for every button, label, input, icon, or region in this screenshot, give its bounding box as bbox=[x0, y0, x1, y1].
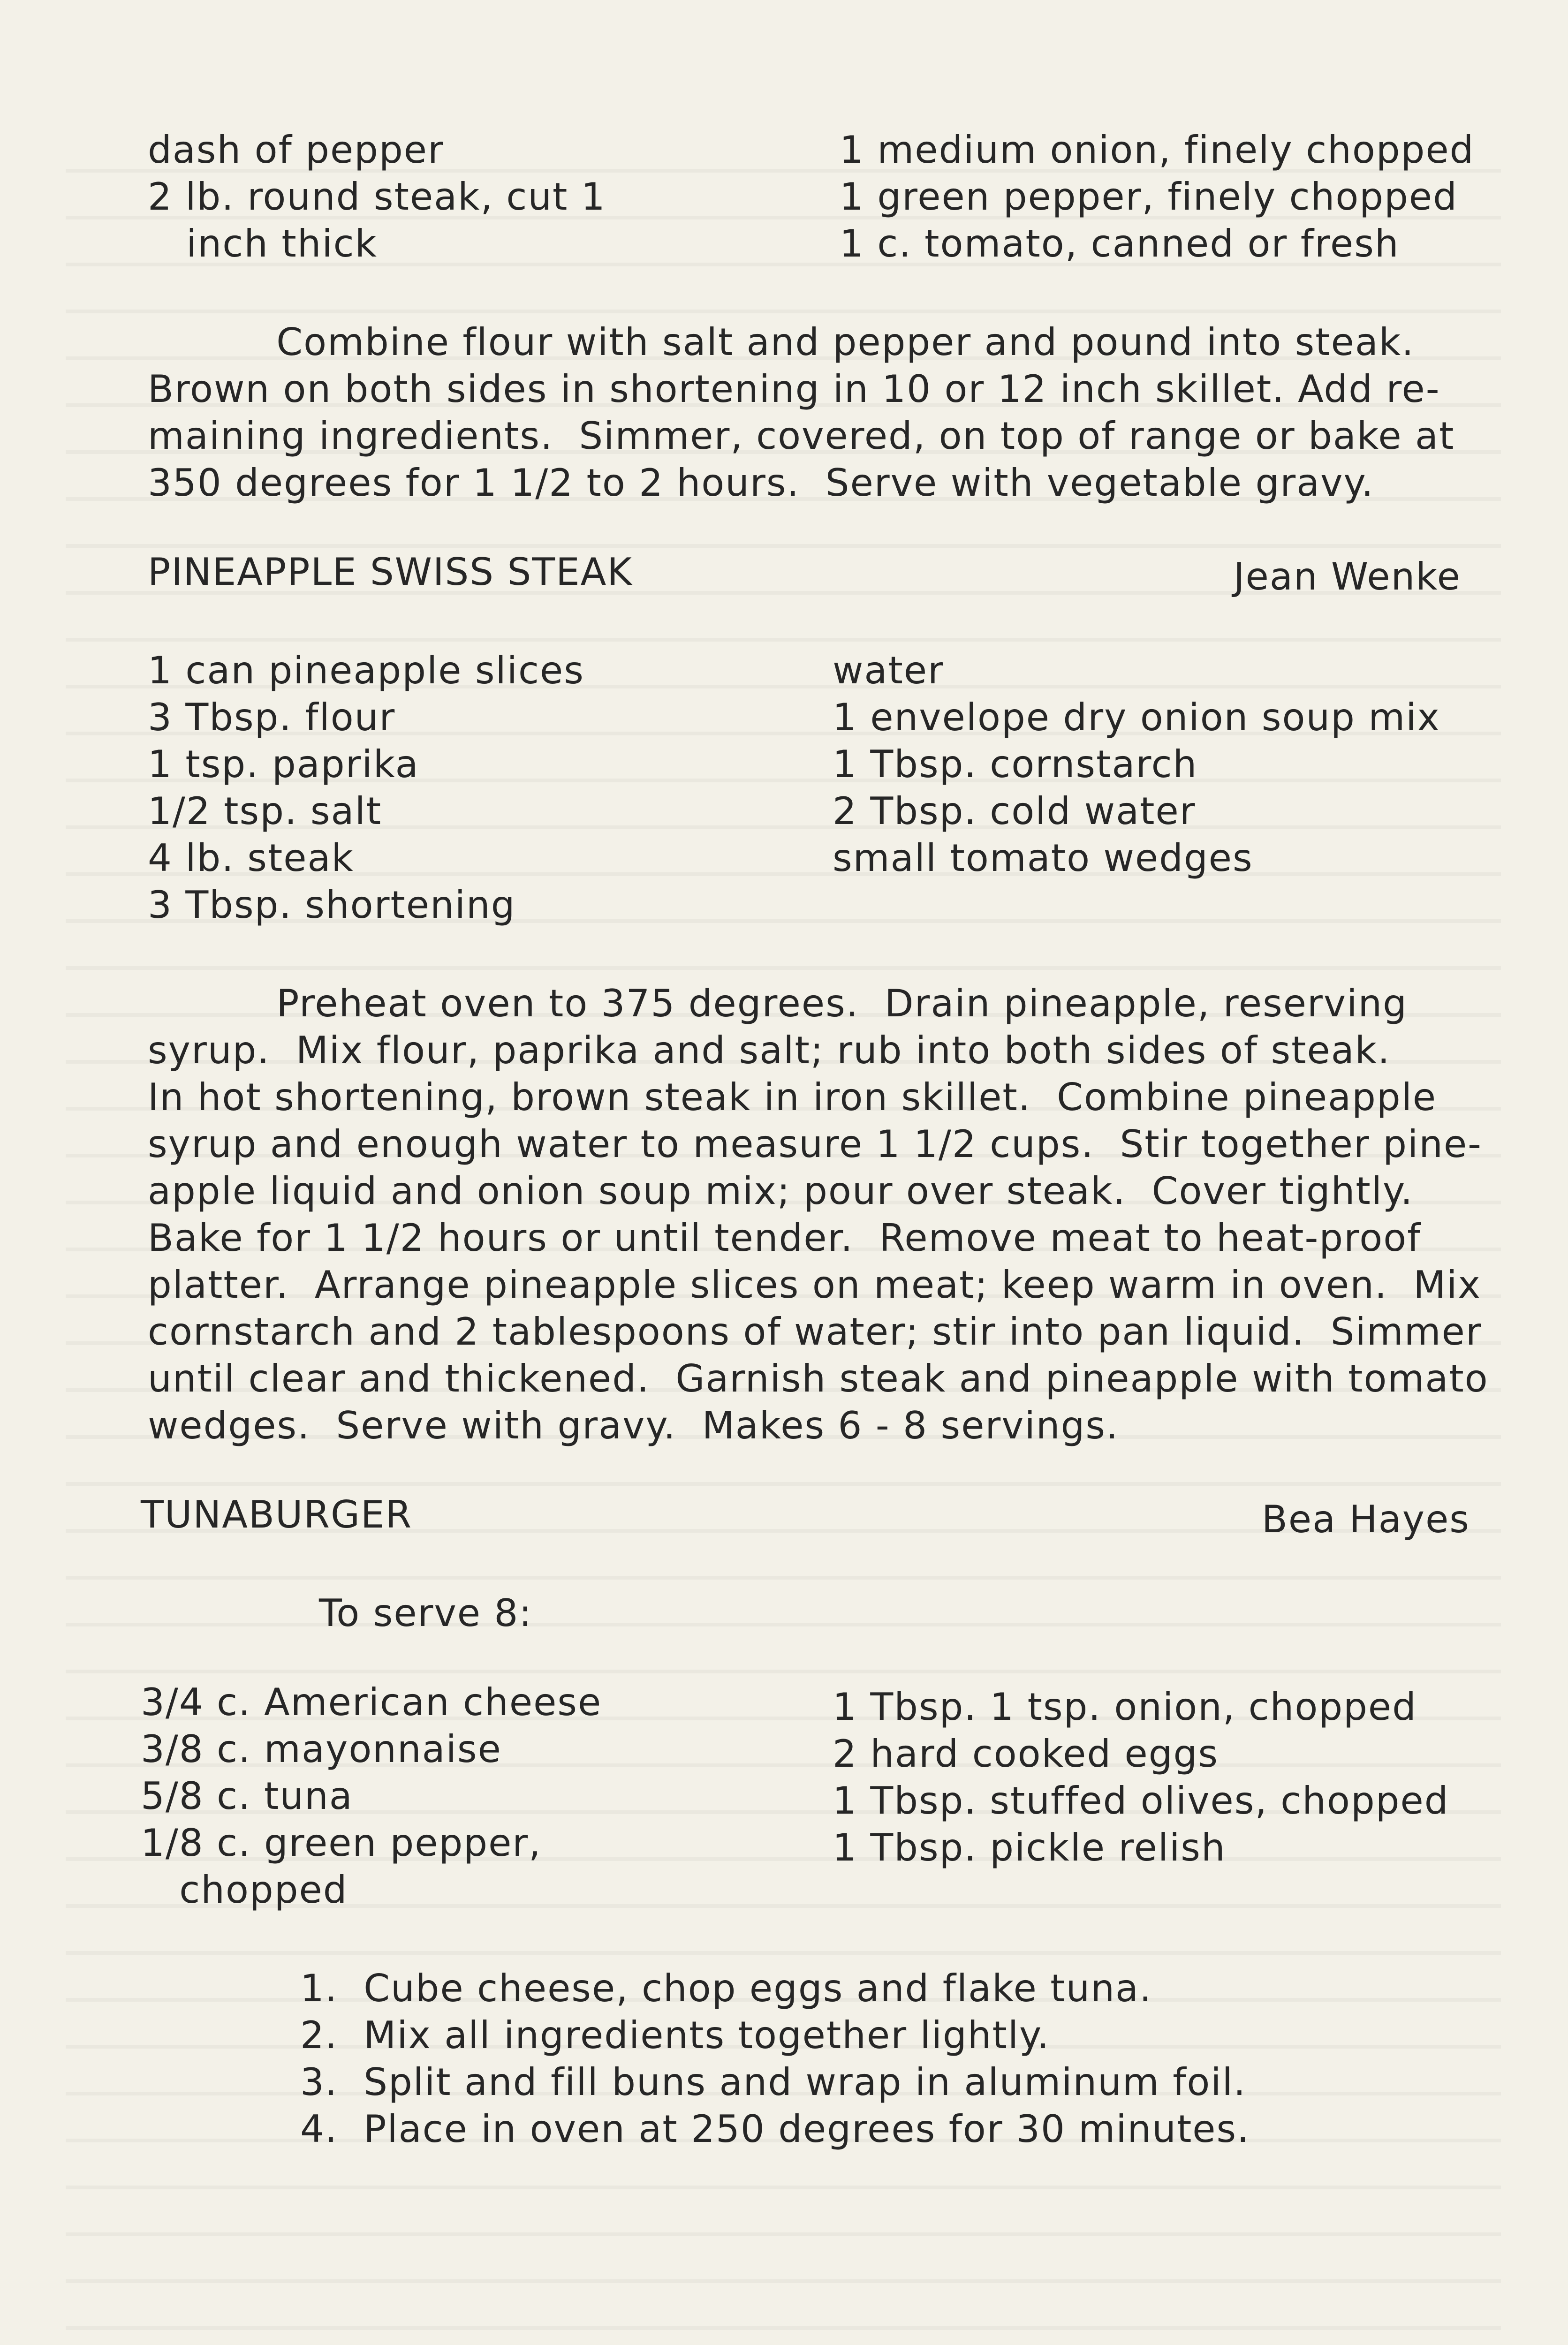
recipe-author: Bea Hayes bbox=[1262, 1498, 1470, 1541]
ingredient-line: 1 can pineapple slices bbox=[148, 649, 584, 692]
ingredient-line: 2 hard cooked eggs bbox=[833, 1732, 1219, 1776]
directions-line: apple liquid and onion soup mix; pour over steak. Cover tightly. bbox=[148, 1169, 1414, 1213]
ingredient-line: 1 Tbsp. pickle relish bbox=[833, 1826, 1226, 1869]
ingredient-line: 1 Tbsp. 1 tsp. onion, chopped bbox=[833, 1685, 1417, 1729]
ingredient-line: water bbox=[833, 649, 944, 692]
serving-note: To serve 8: bbox=[319, 1591, 533, 1635]
ingredient-line: 2 lb. round steak, cut 1 bbox=[148, 175, 606, 219]
step-line: 1. Cube cheese, chop eggs and flake tuna. bbox=[300, 1967, 1152, 2010]
directions-line: In hot shortening, brown steak in iron skillet. Combine pineapple bbox=[148, 1075, 1437, 1119]
directions-line: Combine flour with salt and pepper and pound into steak. bbox=[148, 320, 1415, 364]
ingredient-line: 1 envelope dry onion soup mix bbox=[833, 696, 1440, 739]
ingredient-line: 1 green pepper, finely chopped bbox=[840, 175, 1458, 219]
ingredient-line: 4 lb. steak bbox=[148, 836, 354, 880]
ingredient-line: 2 Tbsp. cold water bbox=[833, 789, 1196, 833]
step-line: 4. Place in oven at 250 degrees for 30 minutes. bbox=[300, 2107, 1250, 2151]
step-line: 3. Split and fill buns and wrap in aluminum foil. bbox=[300, 2060, 1247, 2104]
ingredient-line: dash of pepper bbox=[148, 128, 444, 172]
directions-line: Bake for 1 1/2 hours or until tender. Remove meat to heat-proof bbox=[148, 1216, 1422, 1260]
ingredient-line: 3 Tbsp. flour bbox=[148, 696, 396, 739]
ingredient-line: 1 Tbsp. cornstarch bbox=[833, 742, 1198, 786]
ingredient-line: 1 c. tomato, canned or fresh bbox=[840, 222, 1400, 265]
step-line: 2. Mix all ingredients together lightly. bbox=[300, 2013, 1050, 2057]
ingredient-line: chopped bbox=[141, 1868, 348, 1912]
directions-line: cornstarch and 2 tablespoons of water; stir into pan liquid. Simmer bbox=[148, 1310, 1482, 1354]
ingredient-line: 1/2 tsp. salt bbox=[148, 789, 382, 833]
directions-line: syrup and enough water to measure 1 1/2 cups. Stir together pine- bbox=[148, 1122, 1483, 1166]
directions-line: wedges. Serve with gravy. Makes 6 - 8 servings. bbox=[148, 1404, 1119, 1447]
directions-line: maining ingredients. Simmer, covered, on top of range or bake at bbox=[148, 414, 1455, 458]
ingredient-line: 1 Tbsp. stuffed olives, chopped bbox=[833, 1779, 1449, 1823]
ingredient-line: 3 Tbsp. shortening bbox=[148, 883, 516, 927]
ingredient-line: 5/8 c. tuna bbox=[141, 1774, 353, 1818]
directions-line: Preheat oven to 375 degrees. Drain pineapple, reserving bbox=[148, 982, 1408, 1025]
ingredient-line: 1 tsp. paprika bbox=[148, 742, 419, 786]
ingredient-line: small tomato wedges bbox=[833, 836, 1253, 880]
directions-line: 350 degrees for 1 1/2 to 2 hours. Serve with vegetable gravy. bbox=[148, 461, 1374, 505]
recipe-title: PINEAPPLE SWISS STEAK bbox=[148, 550, 633, 594]
ingredient-line: 1/8 c. green pepper, bbox=[141, 1821, 542, 1865]
directions-line: platter. Arrange pineapple slices on meat; keep warm in oven. Mix bbox=[148, 1263, 1481, 1307]
ingredient-line: 3/8 c. mayonnaise bbox=[141, 1727, 502, 1771]
ingredient-line: 1 medium onion, finely chopped bbox=[840, 128, 1475, 172]
recipe-title: TUNABURGER bbox=[141, 1493, 413, 1536]
ingredient-line: inch thick bbox=[148, 222, 378, 265]
directions-line: until clear and thickened. Garnish steak and pineapple with tomato bbox=[148, 1357, 1489, 1400]
directions-line: Brown on both sides in shortening in 10 or 12 inch skillet. Add re- bbox=[148, 367, 1440, 411]
recipe-author: Jean Wenke bbox=[1234, 555, 1461, 598]
directions-line: syrup. Mix flour, paprika and salt; rub into both sides of steak. bbox=[148, 1029, 1391, 1072]
ingredient-line: 3/4 c. American cheese bbox=[141, 1680, 602, 1724]
